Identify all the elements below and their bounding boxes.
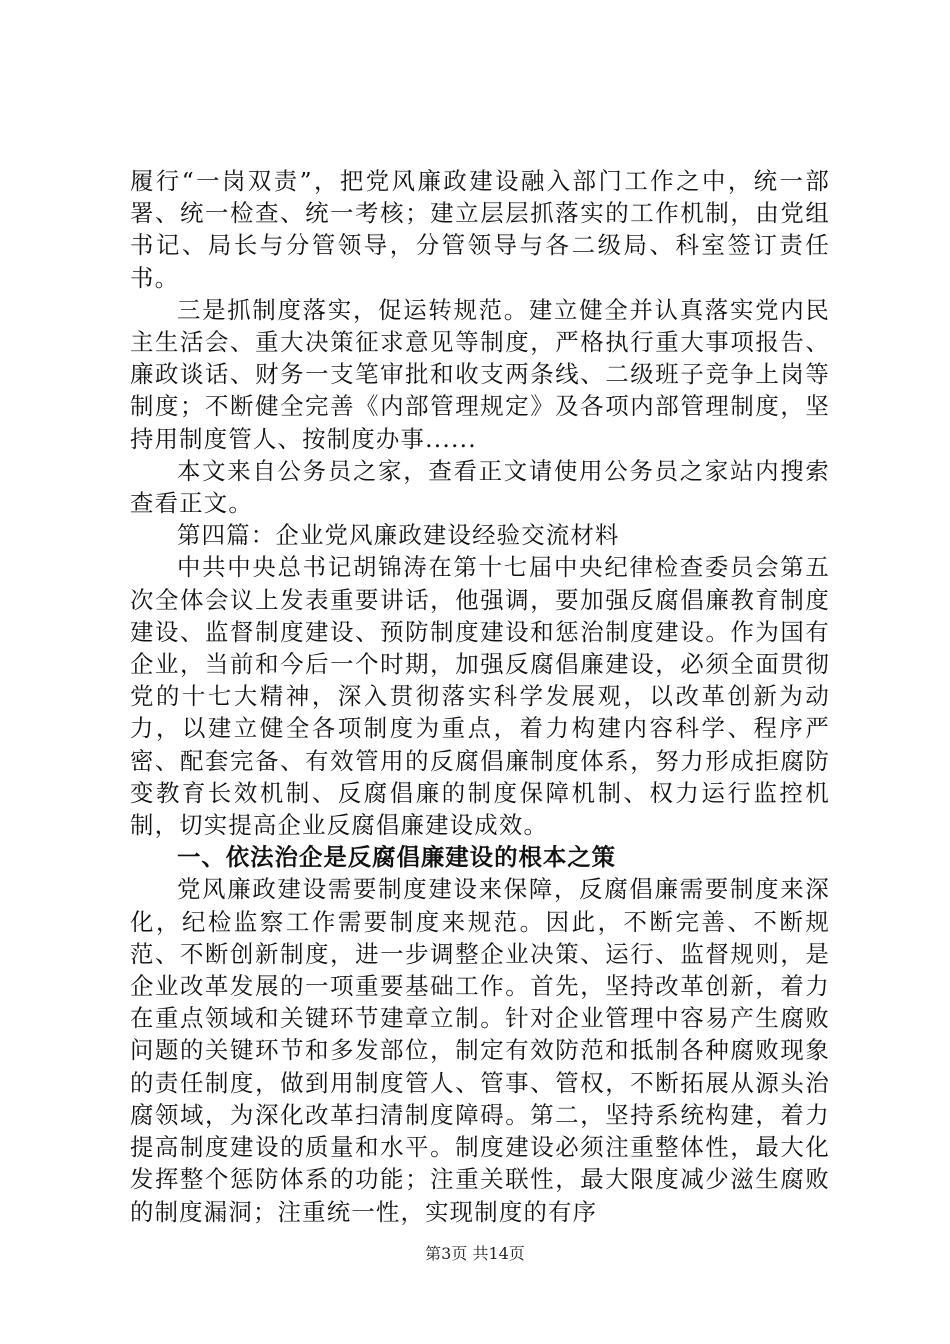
- document-body: [130, 165, 830, 1228]
- paragraph: 履行“一岗双责”，把党风廉政建设融入部门工作之中，统一部署、统一检查、统一考核；建立层层抓落实的工作机制，由党组书记、局长与分管领导，分管领导与各二级局、科室签订责任书。: [130, 167, 830, 292]
- paragraph: 中共中央总书记胡锦涛在第十七届中央纪律检查委员会第五次全体会议上发表重要讲话，他强调，要加强反腐倡廉教育制度建设、监督制度建设、预防制度建设和惩治制度建设。作为国有企业，当前和今后一个时期，加强反腐倡廉建设，必须全面贯彻党的十七大精神，深入贯彻落实科学发展观，以改革创新为动力，以建立健全各项制度为重点，着力构建内容科学、程序严密、配套完备、有效管用的反腐倡廉制度体系，努力形成拒腐防变教育长效机制、反腐倡廉的制度保障机制、权力运行监控机制，切实提高企业反腐倡廉建设成效。: [130, 553, 830, 840]
- paragraph: 党风廉政建设需要制度建设来保障，反腐倡廉需要制度来深化，纪检监察工作需要制度来规范。因此，不断完善、不断规范、不断创新制度，进一步调整企业决策、运行、监督规则，是企业改革发展的一项重要基础工作。首先，坚持改革创新，着力在重点领域和关键环节建章立制。针对企业管理中容易产生腐败问题的关键环节和多发部位，制定有效防范和抵制各种腐败现象的责任制度，做到用制度管人、管事、管权，不断拓展从源头治腐领域，为深化改革扫清制度障碍。第二，坚持系统构建，着力提高制度建设的质量和水平。制度建设必须注重整体性，最大化发挥整个惩防体系的功能；注重关联性，最大限度减少滋生腐败的制度漏洞；注重统一性，实现制度的有序: [130, 875, 830, 1226]
- paragraph: 三是抓制度落实，促运转规范。建立健全并认真落实党内民主生活会、重大决策征求意见等制度，严格执行重大事项报告、廉政谈话、财务一支笔审批和收支两条线、二级班子竞争上岗等制度；不断健全完善《内部管理规定》及各项内部管理制度，坚持用制度管人、按制度办事......: [130, 295, 830, 453]
- page-number: 第3页 共14页: [425, 1244, 525, 1263]
- section-title: 第四篇：企业党风廉政建设经验交流材料: [177, 521, 620, 550]
- section-heading: 一、依法治企是反腐倡廉建设的根本之策: [177, 843, 617, 872]
- paragraph: 本文来自公务员之家，查看正文请使用公务员之家站内搜索查看正文。: [130, 456, 830, 518]
